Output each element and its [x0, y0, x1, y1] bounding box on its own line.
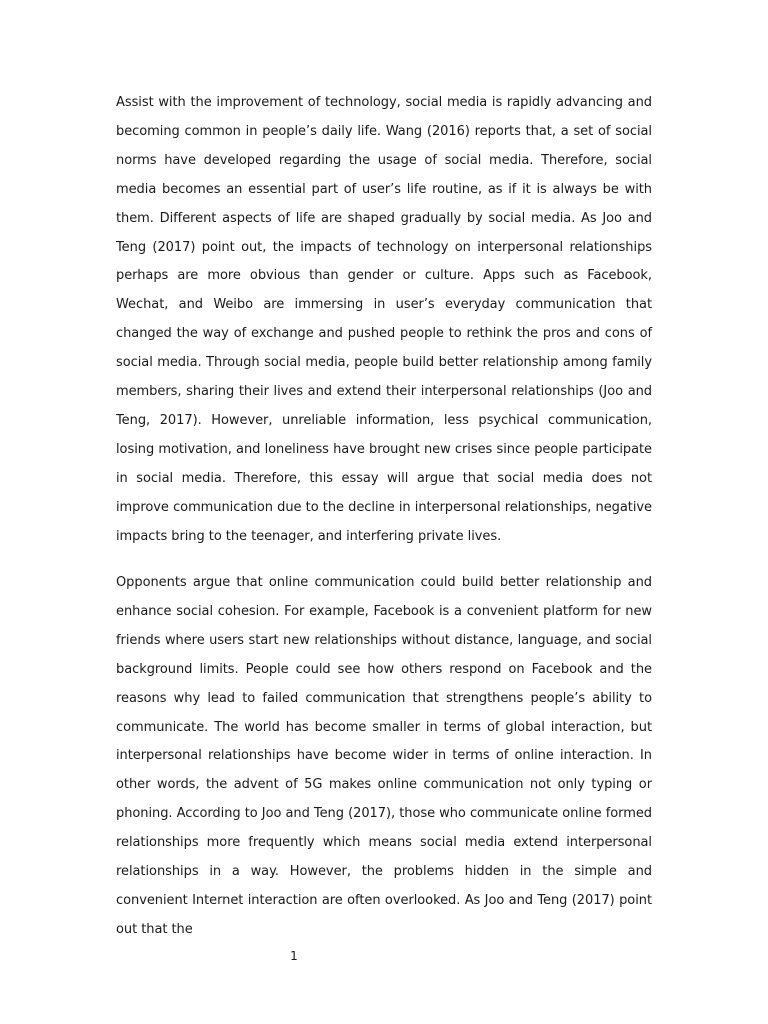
paragraph-introduction: Assist with the improvement of technology, social media is rapidly advancing and becoming common in people’s daily life. Wang (2016) reports that, a set of social norms have developed regarding the usage of social media. Therefore, social media becomes an essential part of user’s life routine, as if it is always be with them. Different aspects of life are shaped gradually by social media. As Joo and Teng (2017) point out, the impacts of technology on interpersonal relationships perhaps are more obvious than gender or culture. Apps such as Facebook, Wechat, and Weibo are immersing in user’s everyday communication that changed the way of exchange and pushed people to rethink the pros and cons of social media. Through social media, people build better relationship among family members, sharing their lives and extend their interpersonal relationships (Joo and Teng, 2017). However, unreliable information, less psychical communication, losing motivation, and loneliness have brought new crises since people participate in social media. Therefore, this essay will argue that social media does not improve communication due to the decline in interpersonal relationships, negative impacts bring to the teenager, and interfering private lives.	[116, 95, 652, 544]
page-number: 1	[290, 949, 298, 963]
paragraph-counterargument: Opponents argue that online communication could build better relationship and enhance social cohesion. For example, Facebook is a convenient platform for new friends where users start new relationships without distance, language, and social background limits. People could see how others respond on Facebook and the reasons why lead to failed communication that strengthens people’s ability to communicate. The world has become smaller in terms of global interaction, but interpersonal relationships have become wider in terms of online interaction. In other words, the advent of 5G makes online communication not only typing or phoning. According to Joo and Teng (2017), those who communicate online formed relationships more frequently which means social media extend interpersonal relationships in a way. However, the problems hidden in the simple and convenient Internet interaction are often overlooked. As Joo and Teng (2017) point out that the	[116, 575, 652, 937]
